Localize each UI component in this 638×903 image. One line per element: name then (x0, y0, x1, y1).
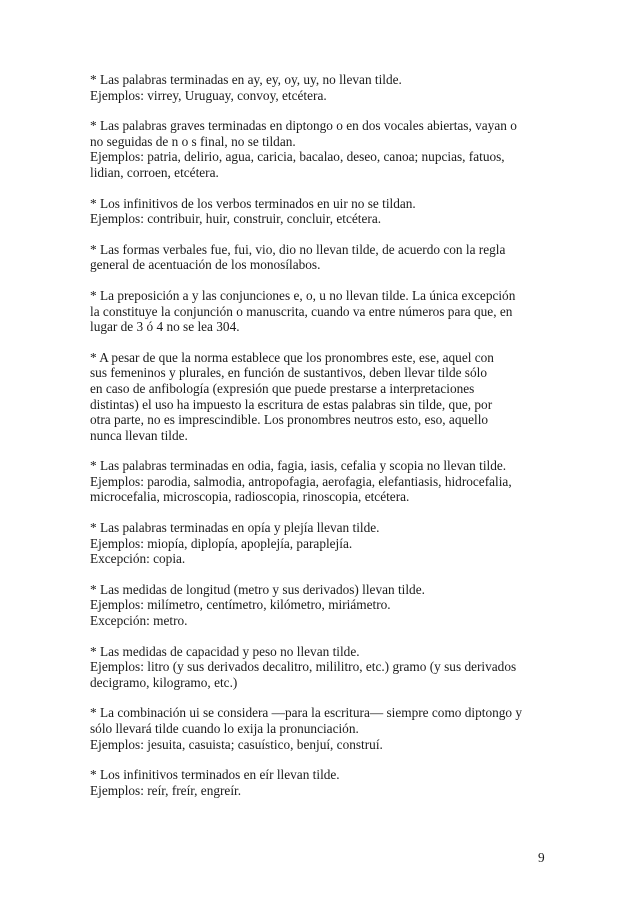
document-body (90, 72, 560, 813)
text-line: Ejemplos: patria, delirio, agua, caricia, bacalao, deseo, canoa; nupcias, fatuos, (90, 149, 505, 165)
text-line: microcefalia, microscopia, radioscopia, rinoscopia, etcétera. (90, 489, 410, 505)
rule-paragraph-combinacion-ui (90, 705, 560, 752)
text-line: nunca llevan tilde. (90, 427, 188, 443)
text-line: distintas) el uso ha impuesto la escritura de estas palabras sin tilde, que, por (90, 396, 493, 412)
text-line: * La preposición a y las conjunciones e, o, u no llevan tilde. La única excepción (90, 287, 516, 303)
text-line: otra parte, no es imprescindible. Los pronombres neutros esto, eso, aquello (90, 412, 489, 428)
rule-paragraph-formas-verbales (90, 242, 560, 273)
text-line: general de acentuación de los monosílabos. (90, 257, 321, 273)
rule-paragraph-infinitivos-uir (90, 196, 560, 227)
rule-paragraph-medidas-longitud (90, 582, 560, 629)
text-line: * A pesar de que la norma establece que los pronombres este, ese, aquel con (90, 349, 494, 365)
text-line: Ejemplos: parodia, salmodia, antropofagia, aerofagia, elefantiasis, hidrocefalia, (90, 473, 512, 489)
text-line: * Los infinitivos terminados en eír llevan tilde. (90, 767, 340, 783)
text-line: no seguidas de n o s final, no se tildan. (90, 133, 296, 149)
text-line: * Las palabras terminadas en ay, ey, oy, uy, no llevan tilde. (90, 72, 402, 87)
rule-paragraph-pronombres (90, 350, 560, 444)
text-line: * Las palabras terminadas en odia, fagia, iasis, cefalia y scopia no llevan tilde. (90, 458, 507, 474)
text-line: lidian, corroen, etcétera. (90, 164, 219, 180)
text-line: Ejemplos: jesuita, casuista; casuístico, benjuí, construí. (90, 736, 383, 752)
text-line: Ejemplos: contribuir, huir, construir, concluir, etcétera. (90, 211, 382, 227)
text-line: * Las palabras graves terminadas en diptongo o en dos vocales abiertas, vayan o (90, 118, 517, 134)
text-line: Ejemplos: miopía, diplopía, apoplejía, paraplejía. (90, 535, 353, 551)
text-line: sus femeninos y plurales, en función de sustantivos, deben llevar tilde sólo (90, 365, 487, 381)
text-line: * Los infinitivos de los verbos terminados en uir no se tildan. (90, 195, 416, 211)
rule-paragraph-odia-fagia (90, 458, 560, 505)
text-line: * Las medidas de capacidad y peso no llevan tilde. (90, 643, 360, 659)
text-line: decigramo, kilogramo, etc.) (90, 674, 238, 690)
text-line: la constituye la conjunción o manuscrita, cuando va entre números para que, en (90, 303, 513, 319)
text-line: sólo llevará tilde cuando lo exija la pronunciación. (90, 721, 359, 736)
text-line: en caso de anfibología (expresión que puede prestarse a interpretaciones (90, 380, 475, 396)
text-line: Ejemplos: litro (y sus derivados decalitro, mililitro, etc.) gramo (y sus derivados (90, 659, 517, 675)
rule-paragraph-infinitivos-eir (90, 767, 560, 798)
text-line: * Las formas verbales fue, fui, vio, dio no llevan tilde, de acuerdo con la regla (90, 241, 506, 257)
text-line: Excepción: metro. (90, 613, 188, 629)
rule-paragraph-opia-plejia (90, 520, 560, 567)
rule-paragraph-ay-ey-oy-uy (90, 72, 560, 103)
rule-paragraph-medidas-capacidad (90, 644, 560, 691)
rule-paragraph-graves-diptongo (90, 118, 560, 180)
text-line: Ejemplos: milímetro, centímetro, kilómetro, miriámetro. (90, 597, 391, 613)
text-line: * Las palabras terminadas en opía y plejía llevan tilde. (90, 520, 380, 536)
text-line: Excepción: copia. (90, 551, 186, 567)
text-line: Ejemplos: virrey, Uruguay, convoy, etcétera. (90, 87, 327, 103)
text-line: lugar de 3 ó 4 no se lea 304. (90, 319, 240, 335)
page-number: 9 (538, 850, 545, 865)
rule-paragraph-preposicion-conjunciones (90, 288, 560, 335)
text-line: * Las medidas de longitud (metro y sus derivados) llevan tilde. (90, 581, 425, 597)
text-line: * La combinación ui se considera —para la escritura— siempre como diptongo y (90, 705, 523, 721)
text-line: Ejemplos: reír, freír, engreír. (90, 782, 242, 798)
